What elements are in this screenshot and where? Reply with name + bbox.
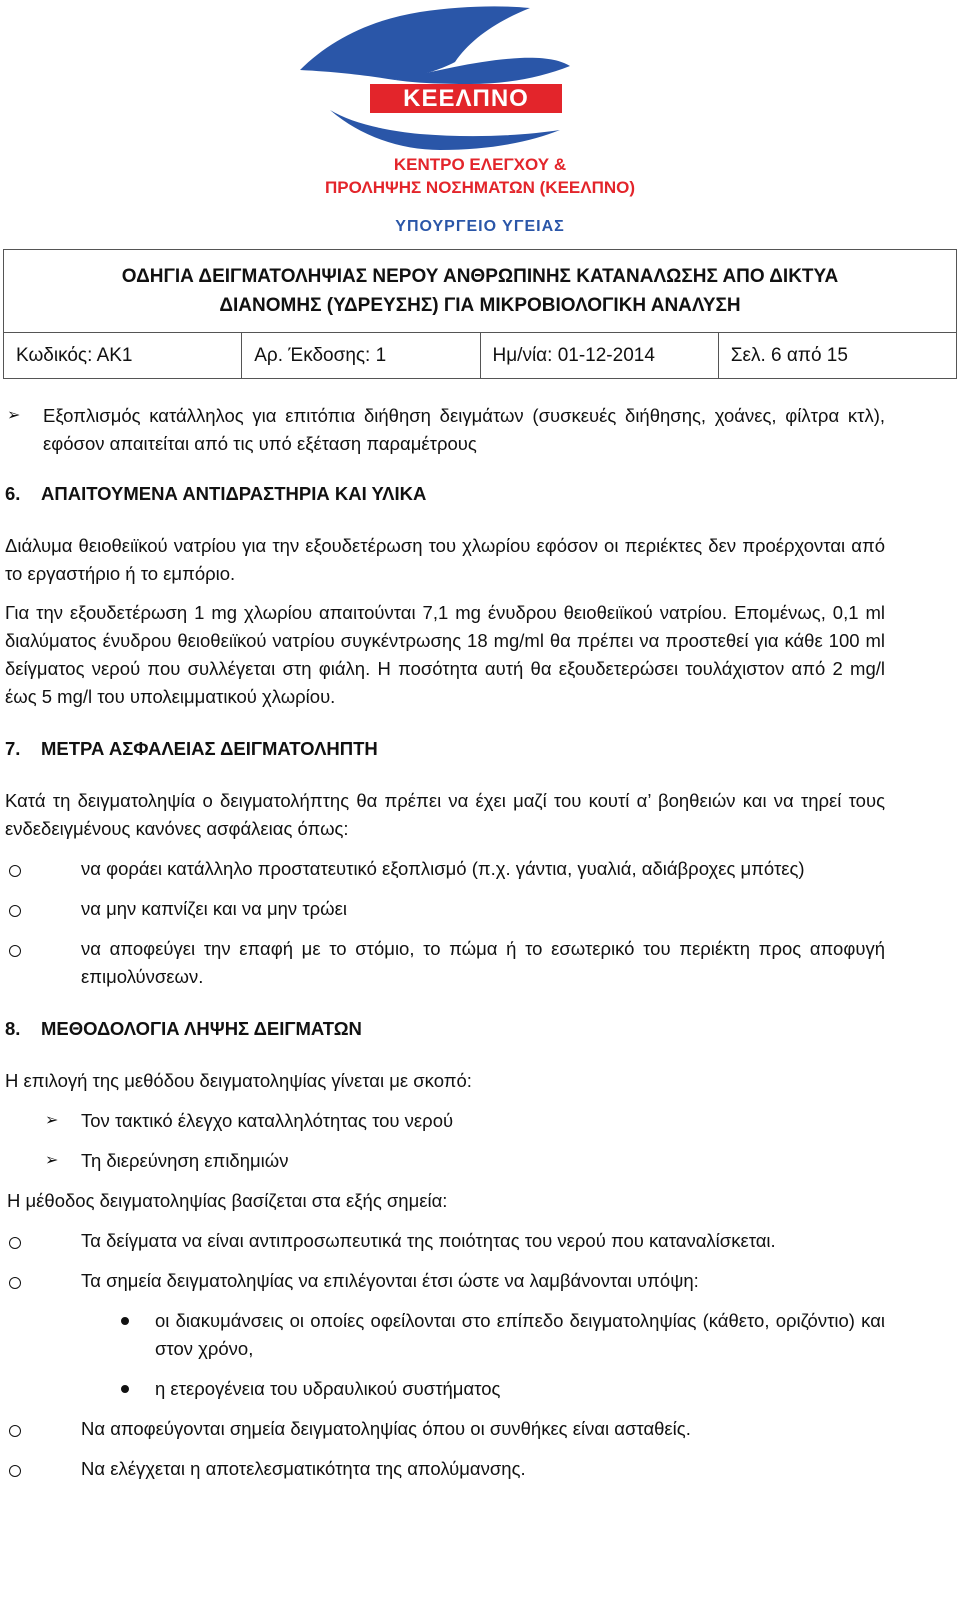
list-item: ➢ Τον τακτικό έλεγχο καταλληλότητας του νερού (5, 1107, 885, 1135)
section-6-heading: 6. ΑΠΑΙΤΟΥΜΕΝΑ ΑΝΤΙΔΡΑΣΤΗΡΙΑ ΚΑΙ ΥΛΙΚΑ (5, 483, 427, 504)
dove-icon (0, 0, 960, 160)
arrow-bullet-icon: ➢ (45, 1152, 59, 1169)
circle-bullet-icon (5, 1415, 81, 1443)
list-item: να φοράει κατάλληλο προστατευτικό εξοπλισμό (π.χ. γάντια, γυαλιά, αδιάβροχες μπότες) (5, 855, 885, 883)
paragraph: Διάλυμα θειοθειϊκού νατρίου για την εξουδετέρωση του χλωρίου εφόσον οι περιέκτες δεν προέρχονται από το εργαστήριο ή το εμπόριο. (5, 535, 885, 584)
list-item: να αποφεύγει την επαφή με το στόμιο, το πώμα ή το εσωτερικό του περιέκτη προς αποφυγή επιμολύνσεων. (5, 935, 885, 991)
paragraph: Για την εξουδετέρωση 1 mg χλωρίου απαιτούνται 7,1 mg ένυδρου θειοθειϊκού νατρίου. Επομένως, 0,1 ml διαλύματος ένυδρου θειοθειϊκού νατρίου συγκέντρωσης 18 mg/ml θα πρέπει να προστεθεί για κάθε 100 ml δείγματος νερού που συλλέγεται στη φιάλη. Η ποσότητα αυτή θα εξουδετερώσει τουλάχιστον από 2 mg/l έως 5 mg/l του υπολειμματικού χλωρίου. (5, 602, 885, 707)
logo-line-1: ΚΕΝΤΡΟ ΕΛΕΓΧΟΥ & (393, 155, 567, 174)
circle-bullet-icon (5, 1455, 81, 1483)
logo-name: ΚΕΕΛΠΝΟ (370, 84, 562, 113)
list-item: Να αποφεύγονται σημεία δειγματοληψίας όπου οι συνθήκες είναι ασταθείς. (5, 1415, 885, 1443)
page-number: Σελ. 6 από 15 (718, 333, 956, 379)
document-title-line-1: ΟΔΗΓΙΑ ΔΕΙΓΜΑΤΟΛΗΨΙΑΣ ΝΕΡΟΥ ΑΝΘΡΩΠΙΝΗΣ ΚΑΤΑΝΑΛΩΣΗΣ ΑΠΟ ΔΙΚΤΥΑ (121, 266, 839, 287)
list-item: ➢ Εξοπλισμός κατάλληλος για επιτόπια διήθηση δειγμάτων (συσκευές διήθησης, χοάνες, φίλτρα κτλ), εφόσον απαιτείται από τις υπό εξέταση παραμέτρους (5, 402, 885, 458)
list-item: Να ελέγχεται η αποτελεσματικότητα της απολύμανσης. (5, 1455, 885, 1483)
edition-number: Αρ. Έκδοσης: 1 (242, 333, 480, 379)
arrow-bullet-icon: ➢ (7, 407, 21, 424)
list-item: οι διακυμάνσεις οι οποίες οφείλονται στο επίπεδο δειγματοληψίας (κάθετο, οριζόντιο) και στον χρόνο, (5, 1307, 885, 1363)
circle-bullet-icon (5, 1227, 81, 1255)
arrow-bullet-icon: ➢ (45, 1112, 59, 1129)
paragraph: Η επιλογή της μεθόδου δειγματοληψίας γίνεται με σκοπό: (5, 1070, 472, 1091)
list-item: Τα δείγματα να είναι αντιπροσωπευτικά της ποιότητας του νερού που καταναλίσκεται. (5, 1227, 885, 1255)
list-item: η ετερογένεια του υδραυλικού συστήματος (5, 1375, 885, 1403)
document-date: Ημ/νία: 01-12-2014 (480, 333, 718, 379)
document-header-table (3, 249, 957, 379)
paragraph: Η μέθοδος δειγματοληψίας βασίζεται στα εξής σημεία: (7, 1190, 448, 1211)
disc-bullet-icon (5, 1307, 155, 1363)
section-8-heading: 8. ΜΕΘΟΔΟΛΟΓΙΑ ΛΗΨΗΣ ΔΕΙΓΜΑΤΩΝ (5, 1018, 362, 1039)
document-body (5, 380, 885, 1483)
logo-line-2: ΠΡΟΛΗΨΗΣ ΝΟΣΗΜΑΤΩΝ (ΚΕΕΛΠΝΟ) (324, 178, 636, 197)
paragraph: Κατά τη δειγματοληψία ο δειγματολήπτης θα πρέπει να έχει μαζί του κουτί α’ βοηθειών και να τηρεί τους ενδεδειγμένους κανόνες ασφάλειας όπως: (5, 790, 885, 839)
circle-bullet-icon (5, 1267, 81, 1295)
circle-bullet-icon (5, 935, 81, 991)
list-item: ➢ Τη διερεύνηση επιδημιών (5, 1147, 885, 1175)
document-title-line-2: ΔΙΑΝΟΜΗΣ (ΥΔΡΕΥΣΗΣ) ΓΙΑ ΜΙΚΡΟΒΙΟΛΟΓΙΚΗ ΑΝΑΛΥΣΗ (219, 295, 741, 316)
document-code: Κωδικός: ΑΚ1 (4, 333, 242, 379)
logo (0, 0, 960, 248)
disc-bullet-icon (5, 1375, 155, 1403)
ministry-name: ΥΠΟΥΡΓΕΙΟ ΥΓΕΙΑΣ (395, 218, 565, 235)
section-7-heading: 7. ΜΕΤΡΑ ΑΣΦΑΛΕΙΑΣ ΔΕΙΓΜΑΤΟΛΗΠΤΗ (5, 738, 378, 759)
list-item: Τα σημεία δειγματοληψίας να επιλέγονται έτσι ώστε να λαμβάνονται υπόψη: (5, 1267, 885, 1295)
circle-bullet-icon (5, 895, 81, 923)
circle-bullet-icon (5, 855, 81, 883)
list-item: να μην καπνίζει και να μην τρώει (5, 895, 885, 923)
document-title (4, 250, 957, 333)
